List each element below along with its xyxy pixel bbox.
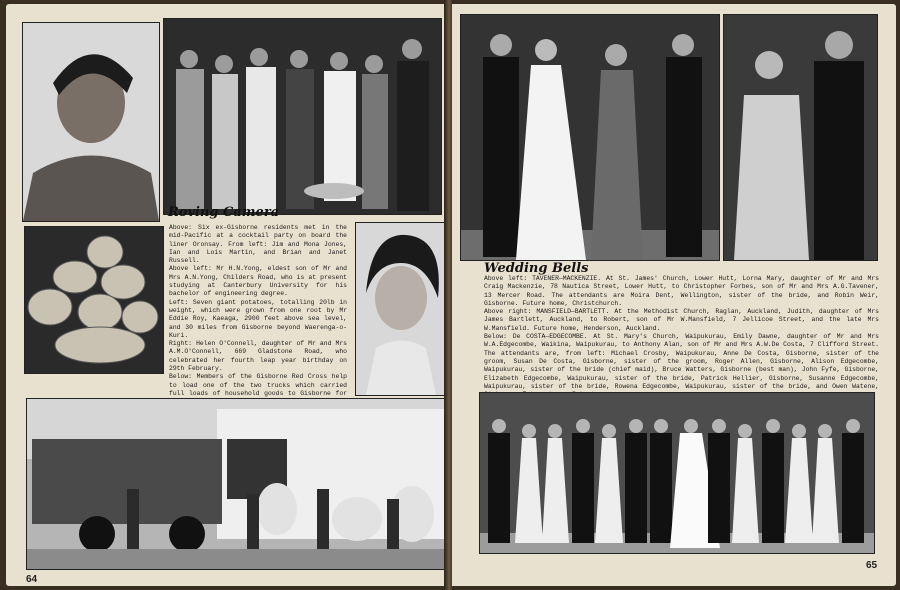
caption-tavener-mackenzie: Above left: TAVENER—MACKENZIE. At St. James' Church, Lower Hutt, Lorna Mary, daughter of Mr and Mrs Craig Mackenzie, 78 Nautica Street, Lower Hutt, to Christopher Forbes, son of Mr and Mrs A.G.Tavener, 13 Mercer Road. The attendants are Moira Dent, Wellington, sister of the bride, and Robin Weir, Gisborne. Future home, Christchurch. [484, 275, 879, 307]
photo-young-man-portrait [22, 22, 160, 222]
photo-tavener-mackenzie-wedding [460, 14, 720, 261]
page-number-right: 65 [866, 560, 878, 571]
photo-decosta-edgecombe-wedding-party [479, 392, 875, 554]
left-page [6, 4, 446, 586]
photo-giant-potatoes [24, 226, 164, 374]
caption-decosta-edgecombe: Below: De COSTA—EDGECOMBE. At St. Mary's Church, Waipukurau, Emily Dawne, daughter of Mr and Mrs W.A.Edgecombe, Waikina, Waipukurau, to Anthony Alan, son of Mr and Mrs A.W.De Costa, 7 Clifford Street. The attendants are, from left: Michael Crosby, Waipukurau, Anne De Costa, Gisborne, sister of the groom, Susan De Costa, Gisborne, sister of the groom, Roger Allen, Gisborne, Alison Edgecombe, Waipukurau, sister of the bride (chief maid), Bruce Watters, Gisborne (best man), John Fyfe, Gisborne, Elizabeth Edgecombe, Waipukurau, sister of the bride, Patrick Hellier, Gisborne, Susanne Edgecombe, Waipukurau, sister of the bride, Rowena Edgecombe, Waipukurau, sister of the bride, and Owen Watene, [484, 333, 880, 390]
right-page [452, 4, 896, 586]
photo-helen-oconnell [355, 222, 447, 396]
caption-portrait: Above left: Mr H.N.Yong, eldest son of Mr and Mrs A.N.Yong, Childers Road, who is at present studying at Canterbury University for his bachelor of engineering degree. [169, 265, 347, 298]
page-number-left: 64 [26, 574, 38, 585]
caption-potatoes: Left: Seven giant potatoes, totalling 20lb in weight, which were grown from one root by Mr Eddie Roy, Kaeaga, 2900 feet above sea level, and 30 miles from Gisborne beyond Waerenga-o-Kuri. [169, 298, 347, 339]
photo-cocktail-party [163, 18, 442, 215]
right-caption-block [484, 275, 879, 399]
roving-camera-heading: Roving Camera [168, 205, 280, 220]
caption-red-cross: Below: Members of the Gisborne Red Cross help to load one of the two trucks which carried full loads of household goods to Gisborne for [169, 373, 347, 397]
caption-party: Above: Six ex-Gisborne residents met in the mid-Pacific at a cocktail party on board the liner Oronsay. From left: Jim and Mona Jones, Ian and Lois Martin, and Brian and Janet Russell. [169, 224, 347, 265]
photo-mansfield-bartlett-wedding [723, 14, 878, 261]
caption-mansfield-bartlett: Above right: MANSFIELD—BARTLETT. At the Methodist Church, Raglan, Auckland, Judith, daughter of Mrs James Bartlett, Auckland, to Robert, son of Mr W.Mansfield, 7 Jellicoe Street, and the late Mrs W.Mansfield. Future home, Henderson, Auckland. [484, 308, 879, 332]
wedding-bells-heading: Wedding Bells [484, 261, 589, 276]
photo-red-cross-trucks [26, 398, 448, 570]
caption-helen: Right: Helen O'Connell, daughter of Mr and Mrs A.M.O'Connell, 669 Gladstone Road, who celebrated her fourth leap year birthday on 29th February. [169, 340, 347, 373]
